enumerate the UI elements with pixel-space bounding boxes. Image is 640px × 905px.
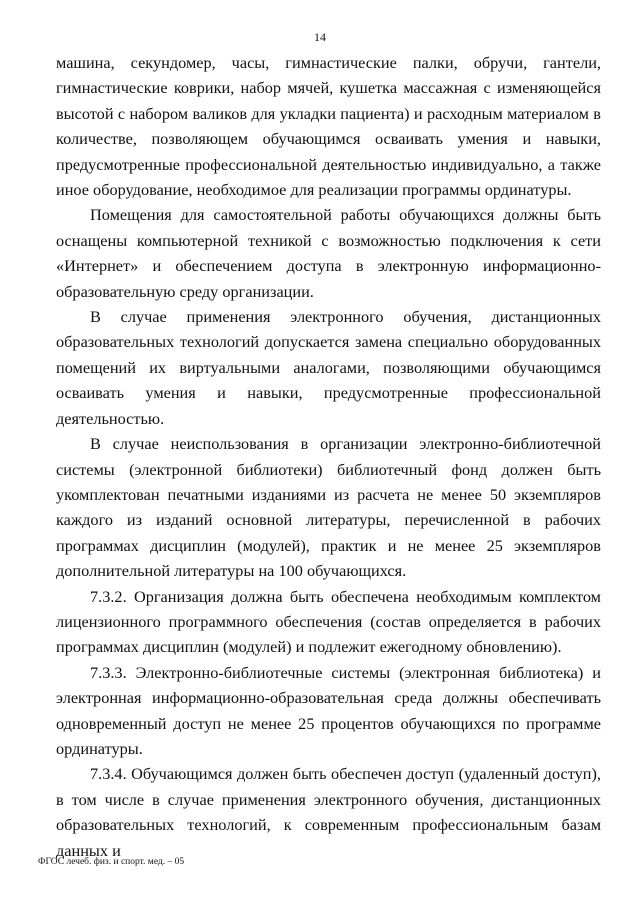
paragraph-equipment-continuation: машина, секундомер, часы, гимнастические палки, обручи, гантели, гимнастические коврики, набор мячей, кушетка массажная с изменяющейся высотой с набором валиков для укладки пациента) и расходным материалом в количестве, позволяющем обучающимся осваивать умения и навыки, предусмотренные профессиональной деятельностью индивидуально, а также иное оборудование, необходимое для реализации программы ординатуры. [56, 53, 601, 200]
paragraph-library-fund: В случае неиспользования в организации электронно-библиотечной системы (электронной библиотеки) библиотечный фонд должен быть укомплектован печатными изданиями из расчета не менее 50 экземпляров каждого из изданий основной литературы, перечисленной в рабочих программах дисциплин (модулей), практик и не менее 25 экземпляров дополнительной литературы на 100 обучающихся. [56, 434, 601, 581]
paragraph-7-3-4: 7.3.4. Обучающимся должен быть обеспечен доступ (удаленный доступ), в том числе в случае применения электронного обучения, дистанционных образовательных технологий, к современным профессиональным базам данных и [56, 764, 601, 860]
paragraph-e-learning: В случае применения электронного обучения, дистанционных образовательных технологий допускается замена специально оборудованных помещений их виртуальными аналогами, позволяющими обучающимся осваивать умения и навыки, предусмотренные профессиональной деятельностью. [56, 307, 601, 428]
paragraph-7-3-2: 7.3.2. Организация должна быть обеспечена необходимым комплектом лицензионного программного обеспечения (состав определяется в рабочих программах дисциплин (модулей) и подлежит ежегодному обновлению). [56, 586, 601, 657]
paragraph-self-study-rooms: Помещения для самостоятельной работы обучающихся должны быть оснащены компьютерной техникой с возможностью подключения к сети «Интернет» и обеспечением доступа в электронную информационно-образовательную среду организации. [56, 205, 601, 301]
paragraph-7-3-3: 7.3.3. Электронно-библиотечные системы (электронная библиотека) и электронная информационно-образовательная среда должны обеспечивать одновременный доступ не менее 25 процентов обучающихся по программе ординатуры. [56, 662, 601, 758]
document-body [56, 50, 601, 863]
footer-note: ФГОС лечеб. физ. и спорт. мед. – 05 [38, 857, 185, 867]
page-number: 14 [314, 30, 326, 44]
